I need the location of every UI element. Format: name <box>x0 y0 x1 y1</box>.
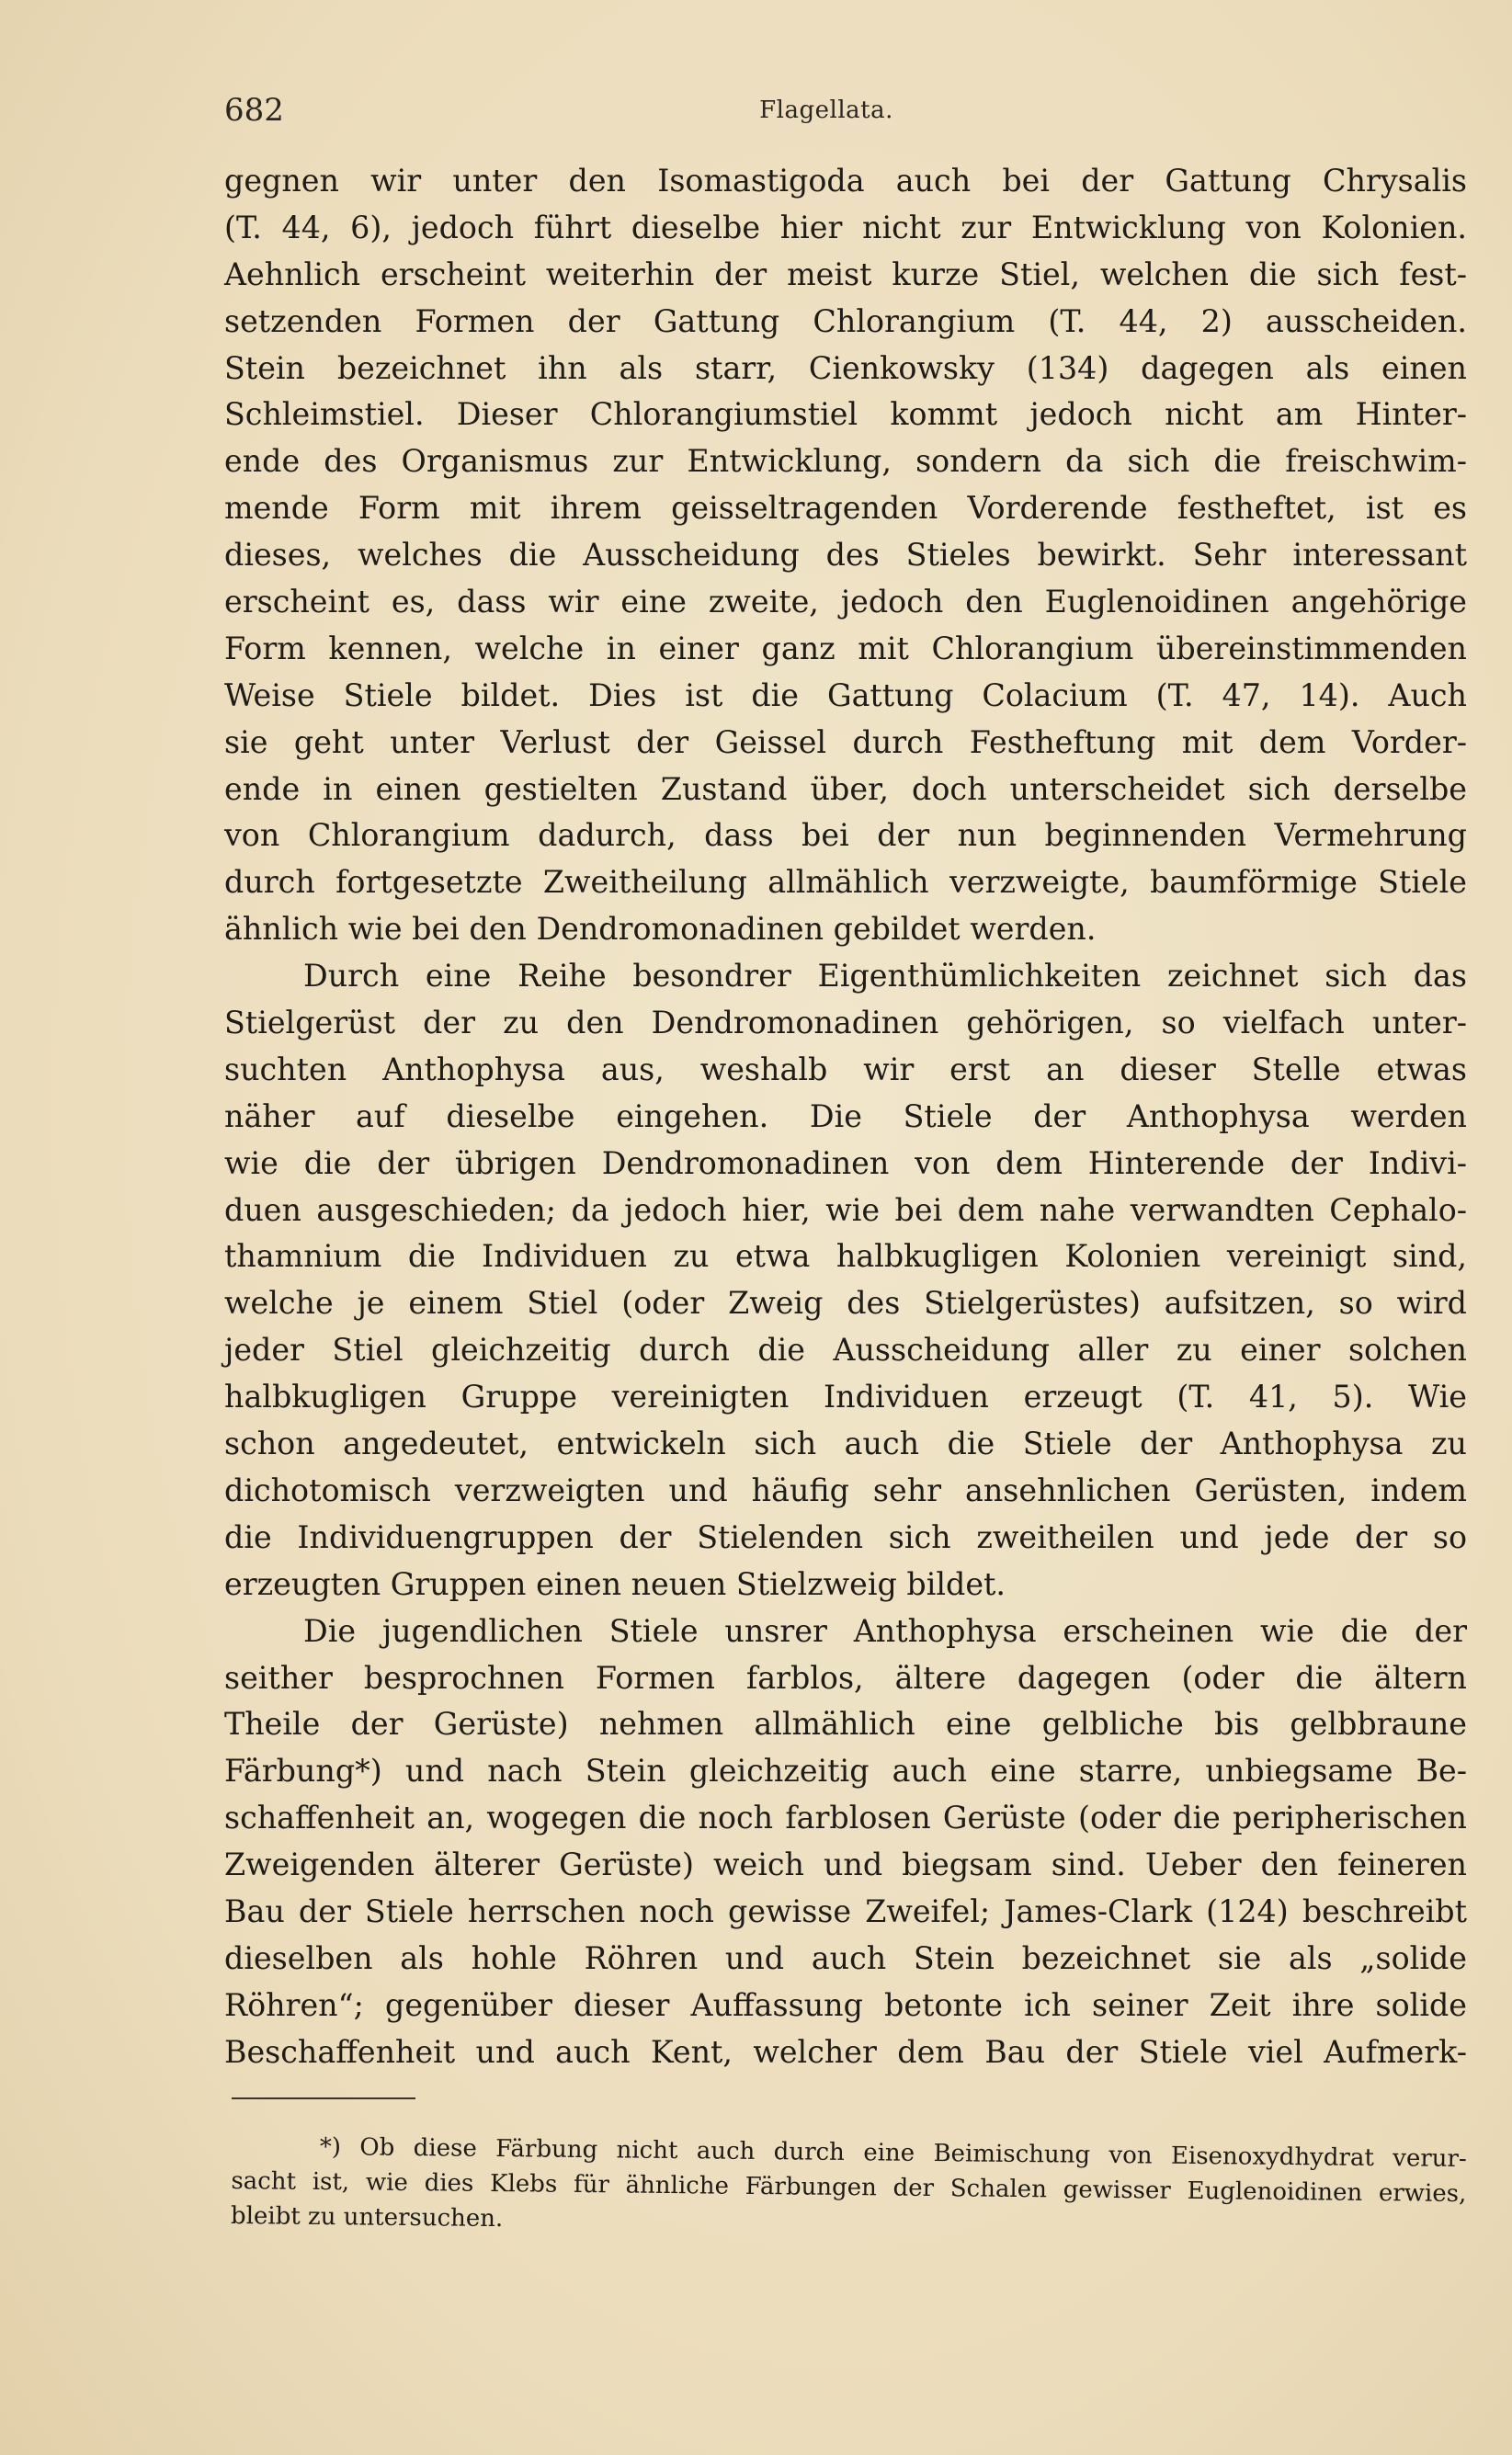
running-title: Flagellata. <box>759 97 893 124</box>
footnote-line: sacht ist, wie dies Klebs für ähnliche Färbungen der Schalen gewisser Euglenoidinen erwies, <box>231 2166 1467 2209</box>
text-line: suchten Anthophysa aus, weshalb wir erst an dieser Stelle etwas <box>224 1051 1467 1087</box>
paragraph-1 <box>224 158 1467 953</box>
text-line: schaffenheit an, wogegen die noch farblosen Gerüste (oder die peripherischen <box>224 1800 1467 1836</box>
paragraph-2 <box>224 953 1467 1608</box>
footnote-divider <box>232 2097 415 2099</box>
text-line: Beschaffenheit und auch Kent, welcher dem Bau der Stiele viel Aufmerk- <box>224 2033 1467 2070</box>
text-line: sie geht unter Verlust der Geissel durch Festheftung mit dem Vorder- <box>224 723 1467 760</box>
paragraph-3 <box>224 1608 1467 2076</box>
page-number: 682 <box>224 92 284 129</box>
text-line: ähnlich wie bei den Dendromonadinen gebildet werden. <box>224 911 1097 948</box>
text-line: halbkugligen Gruppe vereinigten Individuen erzeugt (T. 41, 5). Wie <box>224 1379 1467 1415</box>
text-line: ende des Organismus zur Entwicklung, sondern da sich die freischwim- <box>224 443 1467 480</box>
text-line: schon angedeutet, entwickeln sich auch die Stiele der Anthophysa zu <box>224 1426 1467 1462</box>
text-line: Bau der Stiele herrschen noch gewisse Zweifel; James-Clark (124) beschreibt <box>224 1892 1467 1929</box>
footnote <box>231 2129 1467 2246</box>
text-line: erzeugten Gruppen einen neuen Stielzweig bildet. <box>224 1565 1006 1602</box>
footnote-line: *) Ob diese Färbung nicht auch durch eine Beimischung von Eisenoxydhydrat verur- <box>319 2133 1467 2174</box>
text-line: Röhren“; gegenüber dieser Auffassung betonte ich seiner Zeit ihre solide <box>224 1986 1467 2023</box>
text-line: mende Form mit ihrem geisseltragenden Vorderende festheftet, ist es <box>224 490 1467 527</box>
page-header <box>224 85 1465 136</box>
text-line: dieses, welches die Ausscheidung des Stieles bewirkt. Sehr interessant <box>224 537 1467 574</box>
text-line: welche je einem Stiel (oder Zweig des Stielgerüstes) aufsitzen, so wird <box>224 1285 1467 1322</box>
text-line: erscheint es, dass wir eine zweite, jedoch den Euglenoidinen angehörige <box>224 584 1467 620</box>
text-line: seither besprochnen Formen farblos, ältere dagegen (oder die ältern <box>224 1659 1467 1696</box>
text-line: Die jugendlichen Stiele unsrer Anthophysa erscheinen wie die der <box>303 1612 1467 1649</box>
text-line: duen ausgeschieden; da jedoch hier, wie bei dem nahe verwandten Cephalo- <box>224 1191 1467 1228</box>
text-line: jeder Stiel gleichzeitig durch die Ausscheidung aller zu einer solchen <box>224 1332 1467 1369</box>
text-line: dieselben als hohle Röhren und auch Stein bezeichnet sie als „solide <box>224 1939 1467 1976</box>
text-line: Färbung*) und nach Stein gleichzeitig auch eine starre, unbiegsame Be- <box>224 1753 1467 1790</box>
text-line: dichotomisch verzweigten und häufig sehr ansehnlichen Gerüsten, indem <box>224 1472 1467 1508</box>
text-line: Schleimstiel. Dieser Chlorangiumstiel kommt jedoch nicht am Hinter- <box>224 396 1467 433</box>
text-line: ende in einen gestielten Zustand über, doch unterscheidet sich derselbe <box>224 770 1467 807</box>
text-line: Form kennen, welche in einer ganz mit Chlorangium übereinstimmenden <box>224 630 1467 666</box>
text-line: (T. 44, 6), jedoch führt dieselbe hier nicht zur Entwicklung von Kolonien. <box>224 209 1467 245</box>
text-line: Durch eine Reihe besondrer Eigenthümlichkeiten zeichnet sich das <box>303 958 1467 995</box>
text-line: Weise Stiele bildet. Dies ist die Gattung Colacium (T. 47, 14). Auch <box>224 676 1467 713</box>
text-line: von Chlorangium dadurch, dass bei der nun beginnenden Vermehrung <box>224 817 1467 854</box>
text-line: setzenden Formen der Gattung Chlorangium (T. 44, 2) ausscheiden. <box>224 302 1467 339</box>
footnote-line: bleibt zu untersuchen. <box>230 2201 504 2233</box>
text-line: Zweigenden älterer Gerüste) weich und biegsam sind. Ueber den feineren <box>224 1847 1467 1883</box>
text-line: Stein bezeichnet ihn als starr, Cienkowsky (134) dagegen als einen <box>224 349 1467 386</box>
text-line: die Individuengruppen der Stielenden sich zweitheilen und jede der so <box>224 1518 1467 1555</box>
text-line: durch fortgesetzte Zweitheilung allmählich verzweigte, baumförmige Stiele <box>224 864 1467 901</box>
text-line: thamnium die Individuen zu etwa halbkugligen Kolonien vereinigt sind, <box>224 1238 1467 1275</box>
text-line: näher auf dieselbe eingehen. Die Stiele der Anthophysa werden <box>224 1097 1467 1134</box>
text-line: wie die der übrigen Dendromonadinen von dem Hinterende der Indivi- <box>224 1144 1467 1181</box>
text-line: Theile der Gerüste) nehmen allmählich eine gelbliche bis gelbbraune <box>224 1706 1467 1743</box>
text-line: gegnen wir unter den Isomastigoda auch bei der Gattung Chrysalis <box>224 163 1467 199</box>
text-line: Aehnlich erscheint weiterhin der meist kurze Stiel, welchen die sich fest- <box>224 256 1467 292</box>
text-line: Stielgerüst der zu den Dendromonadinen gehörigen, so vielfach unter- <box>224 1005 1467 1041</box>
body-text <box>224 158 1467 2076</box>
